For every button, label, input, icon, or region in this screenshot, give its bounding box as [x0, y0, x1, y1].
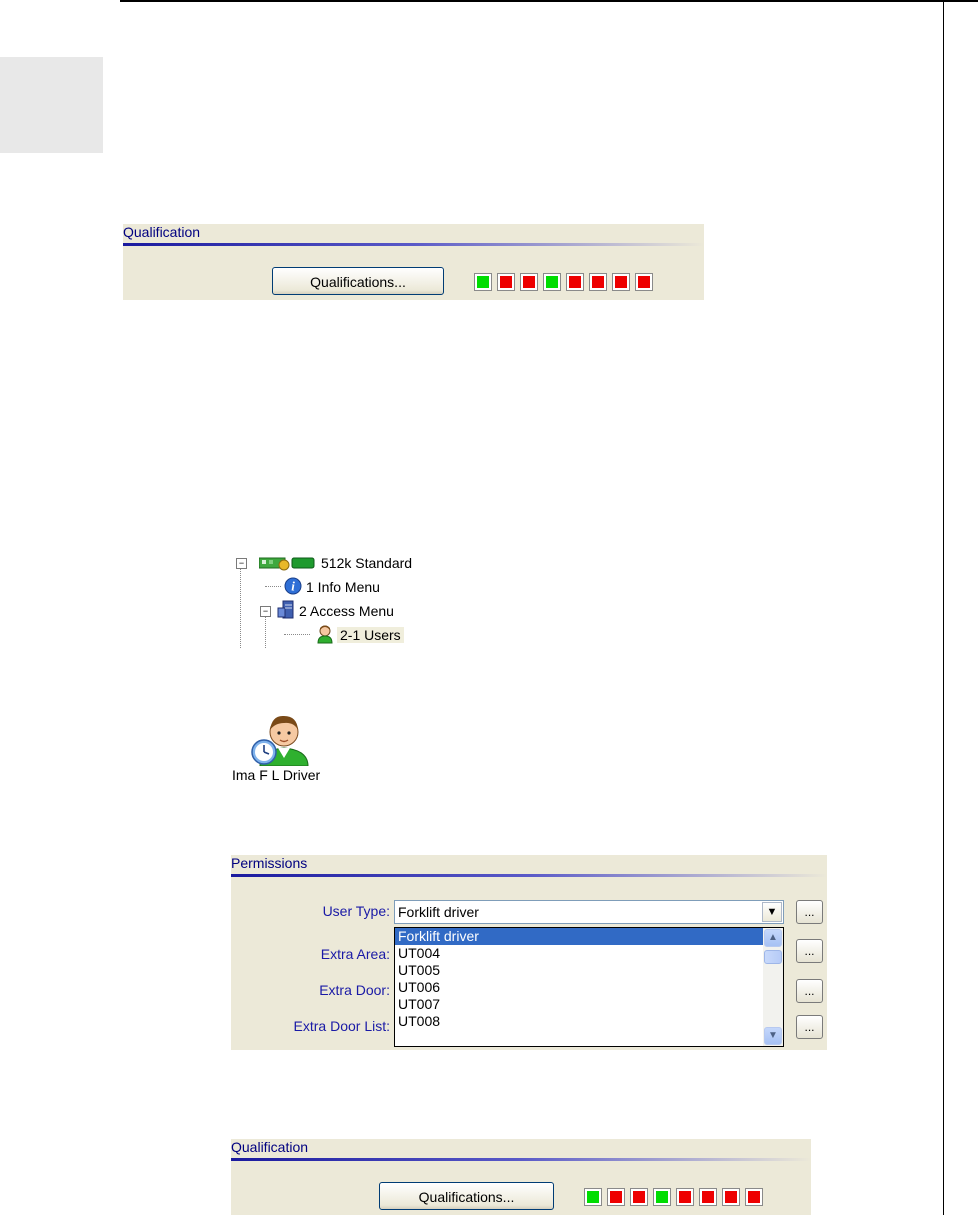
- qualification-lamp-4: [544, 274, 560, 290]
- dropdown-option[interactable]: UT004: [398, 945, 441, 961]
- qualification-title: Qualification: [123, 224, 201, 240]
- user-icon: [316, 624, 334, 647]
- chevron-down-icon[interactable]: ▼: [762, 902, 782, 922]
- qualification-lamps: [585, 1189, 762, 1205]
- extra-area-browse-button[interactable]: ...: [796, 939, 823, 963]
- collapse-icon[interactable]: −: [260, 606, 271, 617]
- qualification-lamps: [475, 274, 652, 290]
- permissions-title-rule: [231, 874, 827, 877]
- tree-item-users[interactable]: [316, 624, 404, 646]
- qualification-lamp-8: [636, 274, 652, 290]
- tree-item-access-menu[interactable]: [260, 600, 394, 622]
- qualification-lamp-1: [475, 274, 491, 290]
- tree-item-label: 2-1 Users: [337, 627, 404, 643]
- qualifications-button[interactable]: Qualifications...: [272, 267, 444, 295]
- tree-item-label: 2 Access Menu: [299, 603, 394, 619]
- extra-door-browse-button[interactable]: ...: [796, 979, 823, 1003]
- dropdown-option[interactable]: Forklift driver: [395, 928, 763, 945]
- tree-guide-line: [284, 634, 310, 635]
- qualification-lamp-7: [723, 1189, 739, 1205]
- qualification-title-rule: [231, 1158, 811, 1161]
- user-name-label: Ima F L Driver: [232, 767, 321, 783]
- qualification-lamp-7: [613, 274, 629, 290]
- scroll-up-icon[interactable]: ▲: [764, 929, 782, 947]
- chapter-side-tab: [0, 57, 103, 153]
- svg-text:i: i: [291, 578, 295, 593]
- scroll-down-icon[interactable]: ▼: [764, 1027, 782, 1045]
- menu-tree: [236, 552, 430, 648]
- qualification-lamp-6: [700, 1189, 716, 1205]
- tree-item-info-menu[interactable]: [284, 576, 380, 598]
- permissions-title: Permissions: [231, 855, 308, 871]
- qualification-lamp-2: [608, 1189, 624, 1205]
- tree-item-label: 1 Info Menu: [306, 579, 380, 595]
- access-server-icon: [277, 600, 295, 623]
- dropdown-scrollbar[interactable]: [763, 928, 783, 1046]
- qualification-lamp-1: [585, 1189, 601, 1205]
- tree-item-label: 512k Standard: [321, 555, 413, 571]
- user-type-label: User Type:: [322, 903, 390, 919]
- tree-item-controller[interactable]: [236, 552, 412, 574]
- extra-door-list-browse-button[interactable]: ...: [796, 1015, 823, 1039]
- extra-door-label: Extra Door:: [319, 982, 390, 998]
- extra-door-list-label: Extra Door List:: [293, 1018, 390, 1034]
- scroll-thumb[interactable]: [764, 950, 782, 964]
- user-type-value: Forklift driver: [398, 904, 479, 920]
- qualification-lamp-3: [631, 1189, 647, 1205]
- page-top-rule: [120, 0, 978, 2]
- qualification-title: Qualification: [231, 1139, 309, 1155]
- tree-guide-line: [240, 566, 241, 648]
- extra-area-label: Extra Area:: [320, 946, 390, 962]
- user-clock-icon[interactable]: [250, 712, 310, 766]
- controller-icon: [259, 553, 319, 574]
- dropdown-option[interactable]: UT005: [398, 962, 441, 978]
- dropdown-option[interactable]: UT008: [398, 1013, 441, 1029]
- qualification-panel-top: [123, 224, 704, 300]
- info-icon: [284, 577, 302, 598]
- qualification-panel-bottom: [231, 1139, 811, 1215]
- user-type-browse-button[interactable]: ...: [796, 900, 823, 924]
- qualification-lamp-4: [654, 1189, 670, 1205]
- qualification-lamp-6: [590, 274, 606, 290]
- dropdown-option[interactable]: UT006: [398, 979, 441, 995]
- qualification-title-rule: [123, 243, 704, 246]
- qualifications-button[interactable]: Qualifications...: [379, 1182, 554, 1210]
- collapse-icon[interactable]: −: [236, 558, 247, 569]
- tree-guide-line: [265, 586, 281, 587]
- qualification-lamp-8: [746, 1189, 762, 1205]
- page-margin-line: [943, 0, 944, 1215]
- user-type-dropdown-list[interactable]: [394, 927, 784, 1047]
- qualification-lamp-5: [567, 274, 583, 290]
- dropdown-option[interactable]: UT007: [398, 996, 441, 1012]
- user-type-select[interactable]: [394, 900, 784, 924]
- qualification-lamp-3: [521, 274, 537, 290]
- qualification-lamp-5: [677, 1189, 693, 1205]
- qualification-lamp-2: [498, 274, 514, 290]
